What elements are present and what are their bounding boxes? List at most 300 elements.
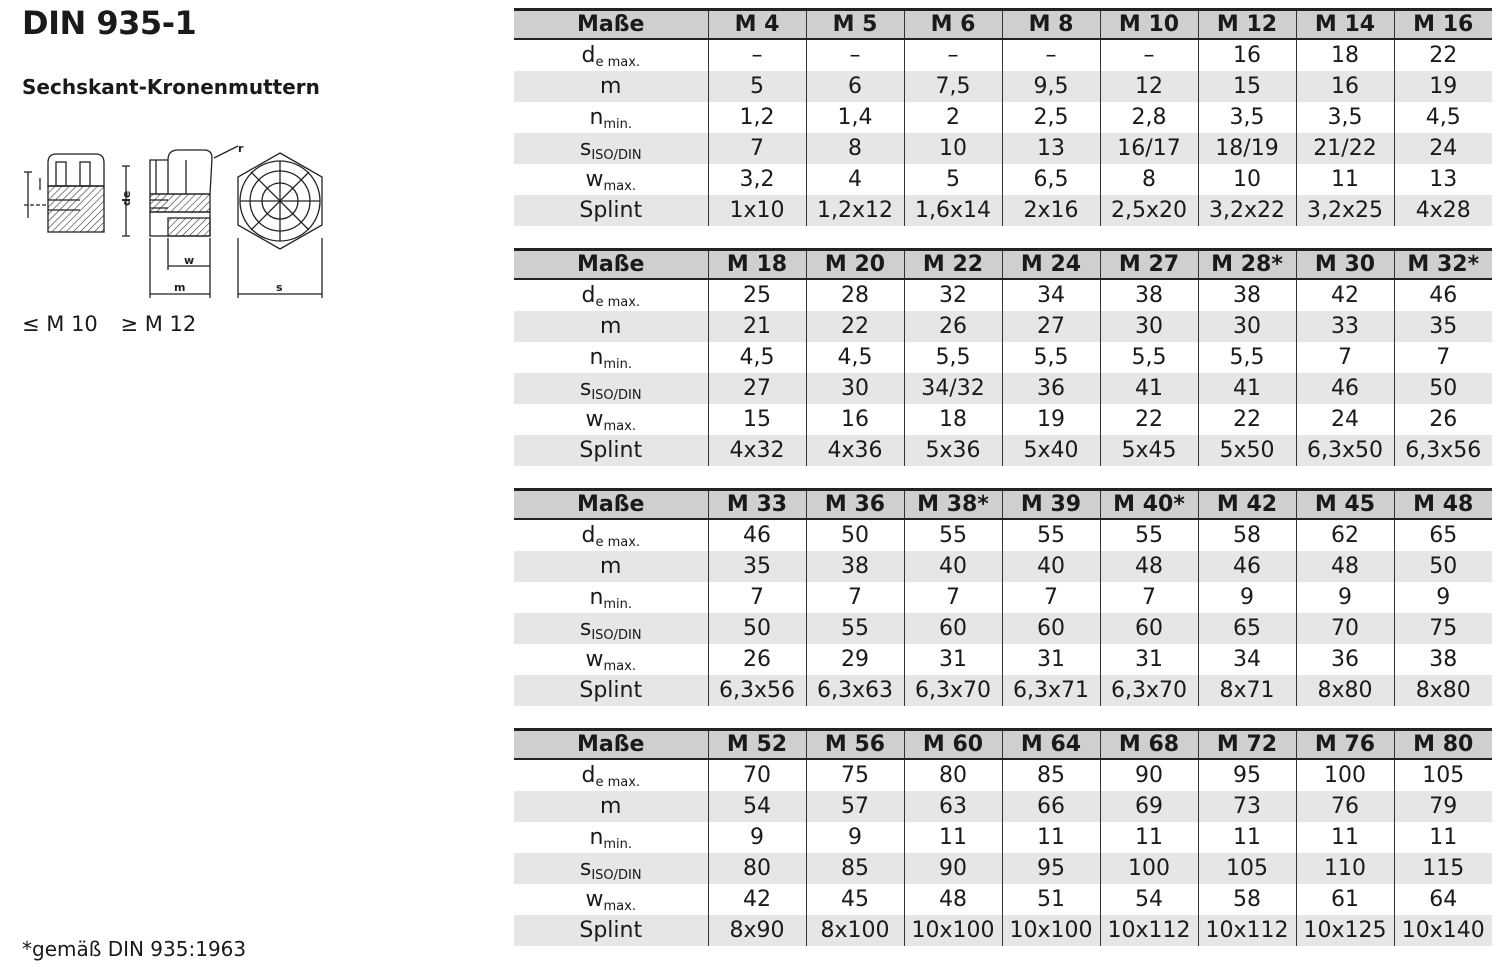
row-label: [514, 644, 708, 675]
table-cell: 80: [904, 759, 1002, 791]
table-cell: 4,5: [806, 342, 904, 373]
row-label-base: s: [579, 615, 592, 641]
table-cell: 11: [1394, 822, 1492, 853]
table-cell: 110: [1296, 853, 1394, 884]
table-row: [514, 164, 1492, 195]
table-cell: 46: [1394, 279, 1492, 311]
table-cell: 36: [1002, 373, 1100, 404]
table-row: [514, 71, 1492, 102]
table-cell: 16: [1198, 39, 1296, 71]
row-label-base: m: [600, 553, 622, 579]
table-row: [514, 311, 1492, 342]
table-cell: 24: [1296, 404, 1394, 435]
row-label: [514, 71, 708, 102]
table-cell: 46: [1296, 373, 1394, 404]
row-label-base: w: [585, 406, 604, 432]
table-cell: 57: [806, 791, 904, 822]
table-cell: 8x71: [1198, 675, 1296, 706]
table-row: [514, 759, 1492, 791]
table-cell: 7: [806, 582, 904, 613]
size-header: M 56: [806, 730, 904, 760]
table-cell: 5x40: [1002, 435, 1100, 466]
table-cell: 51: [1002, 884, 1100, 915]
dimension-table: [514, 728, 1492, 946]
table-cell: 11: [1296, 822, 1394, 853]
table-cell: 55: [904, 519, 1002, 551]
table-cell: 27: [708, 373, 806, 404]
table-row: [514, 582, 1492, 613]
table-cell: 38: [1100, 279, 1198, 311]
table-cell: 6,3x56: [1394, 435, 1492, 466]
row-label: [514, 133, 708, 164]
table-cell: 75: [1394, 613, 1492, 644]
table-row: [514, 102, 1492, 133]
table-cell: 42: [708, 884, 806, 915]
table-cell: 58: [1198, 884, 1296, 915]
table-cell: 1x10: [708, 195, 806, 226]
row-label-base: d: [581, 762, 596, 788]
table-cell: 16/17: [1100, 133, 1198, 164]
table-row: [514, 915, 1492, 946]
table-cell: 33: [1296, 311, 1394, 342]
table-cell: 6,3x70: [1100, 675, 1198, 706]
row-label-subscript: ISO/DIN: [591, 627, 642, 643]
size-header: M 42: [1198, 490, 1296, 520]
table-cell: 58: [1198, 519, 1296, 551]
table-cell: 38: [806, 551, 904, 582]
table-cell: 38: [1198, 279, 1296, 311]
table-cell: 7,5: [904, 71, 1002, 102]
table-cell: 11: [1296, 164, 1394, 195]
row-label-base: s: [579, 375, 592, 401]
table-cell: 100: [1296, 759, 1394, 791]
size-header: M 72: [1198, 730, 1296, 760]
table-cell: 7: [1394, 342, 1492, 373]
table-cell: 10x112: [1100, 915, 1198, 946]
table-cell: 46: [1198, 551, 1296, 582]
dim-label-m: m: [174, 281, 186, 294]
row-label: [514, 311, 708, 342]
row-label-base: d: [581, 522, 596, 548]
table-cell: 2: [904, 102, 1002, 133]
size-header: M 36: [806, 490, 904, 520]
table-cell: 32: [904, 279, 1002, 311]
table-cell: 7: [1002, 582, 1100, 613]
table-cell: 26: [1394, 404, 1492, 435]
table-cell: 1,2x12: [806, 195, 904, 226]
table-cell: 3,2x25: [1296, 195, 1394, 226]
table-cell: 6,3x71: [1002, 675, 1100, 706]
table-cell: 18: [904, 404, 1002, 435]
size-header: M 16: [1394, 10, 1492, 40]
table-cell: –: [806, 39, 904, 71]
size-range-small: ≤ M 10: [22, 312, 98, 336]
castle-nut-technical-drawing: [18, 138, 338, 308]
row-label-base: m: [600, 793, 622, 819]
row-label-subscript: max.: [603, 898, 636, 914]
table-row: [514, 39, 1492, 71]
table-cell: 11: [1100, 822, 1198, 853]
table-cell: 8x80: [1394, 675, 1492, 706]
table-cell: 5: [904, 164, 1002, 195]
document-subtitle: Sechskant-Kronenmuttern: [22, 75, 320, 99]
table-cell: 85: [806, 853, 904, 884]
size-header: M 18: [708, 250, 806, 280]
table-cell: 22: [1394, 39, 1492, 71]
table-cell: 90: [904, 853, 1002, 884]
row-label-subscript: e max.: [595, 54, 641, 70]
table-cell: 46: [708, 519, 806, 551]
table-cell: 5x50: [1198, 435, 1296, 466]
row-label-subscript: max.: [603, 178, 636, 194]
table-row: [514, 884, 1492, 915]
table-cell: 8x100: [806, 915, 904, 946]
table-cell: 11: [1198, 822, 1296, 853]
table-cell: 55: [1100, 519, 1198, 551]
table-cell: 55: [806, 613, 904, 644]
table-cell: 62: [1296, 519, 1394, 551]
table-row: [514, 373, 1492, 404]
table-row: [514, 342, 1492, 373]
table-cell: 80: [708, 853, 806, 884]
table-cell: 8x90: [708, 915, 806, 946]
table-cell: –: [904, 39, 1002, 71]
row-label-base: Splint: [579, 917, 643, 943]
table-cell: 3,5: [1296, 102, 1394, 133]
table-cell: 15: [1198, 71, 1296, 102]
table-cell: 8x80: [1296, 675, 1394, 706]
table-cell: 26: [904, 311, 1002, 342]
table-cell: 10x140: [1394, 915, 1492, 946]
row-label-base: w: [585, 886, 604, 912]
table-cell: 41: [1198, 373, 1296, 404]
size-header: M 6: [904, 10, 1002, 40]
table-cell: 1,6x14: [904, 195, 1002, 226]
row-label-base: d: [581, 282, 596, 308]
size-range-large: ≥ M 12: [120, 312, 197, 336]
table-cell: 21/22: [1296, 133, 1394, 164]
header-label: Maße: [514, 490, 708, 520]
row-label-subscript: ISO/DIN: [591, 867, 642, 883]
row-label: [514, 551, 708, 582]
table-cell: 60: [1100, 613, 1198, 644]
table-cell: 64: [1394, 884, 1492, 915]
size-header: M 32*: [1394, 250, 1492, 280]
table-cell: 12: [1100, 71, 1198, 102]
size-header: M 5: [806, 10, 904, 40]
size-header: M 38*: [904, 490, 1002, 520]
header-label: Maße: [514, 730, 708, 760]
size-header: M 20: [806, 250, 904, 280]
table-cell: 8: [806, 133, 904, 164]
size-header: M 33: [708, 490, 806, 520]
size-header: M 12: [1198, 10, 1296, 40]
header-label: Maße: [514, 250, 708, 280]
dimension-tables: [514, 8, 1492, 946]
header-label: Maße: [514, 10, 708, 40]
size-header: M 45: [1296, 490, 1394, 520]
dimension-table: [514, 248, 1492, 466]
table-cell: 5x36: [904, 435, 1002, 466]
table-cell: 65: [1394, 519, 1492, 551]
row-label: [514, 279, 708, 311]
table-cell: 63: [904, 791, 1002, 822]
row-label: [514, 39, 708, 71]
table-cell: 10: [1198, 164, 1296, 195]
table-cell: 35: [708, 551, 806, 582]
row-label-base: Splint: [579, 437, 643, 463]
table-row: [514, 822, 1492, 853]
table-cell: 5: [708, 71, 806, 102]
size-header: M 52: [708, 730, 806, 760]
table-cell: 50: [1394, 551, 1492, 582]
table-cell: 10x112: [1198, 915, 1296, 946]
table-cell: 5,5: [904, 342, 1002, 373]
table-cell: 30: [806, 373, 904, 404]
row-label: [514, 613, 708, 644]
table-cell: 60: [1002, 613, 1100, 644]
size-header: M 4: [708, 10, 806, 40]
row-label: [514, 164, 708, 195]
table-cell: 15: [708, 404, 806, 435]
table-cell: 10x100: [1002, 915, 1100, 946]
table-cell: 1,4: [806, 102, 904, 133]
table-cell: 31: [1100, 644, 1198, 675]
table-cell: 95: [1198, 759, 1296, 791]
table-cell: 13: [1394, 164, 1492, 195]
table-cell: 34/32: [904, 373, 1002, 404]
table-cell: 50: [708, 613, 806, 644]
table-cell: 66: [1002, 791, 1100, 822]
row-label-subscript: min.: [603, 356, 633, 372]
table-cell: 50: [806, 519, 904, 551]
row-label-subscript: e max.: [595, 294, 641, 310]
table-cell: –: [708, 39, 806, 71]
table-cell: 9,5: [1002, 71, 1100, 102]
table-row: [514, 519, 1492, 551]
table-cell: 61: [1296, 884, 1394, 915]
table-row: [514, 133, 1492, 164]
document-title: DIN 935-1: [22, 4, 197, 42]
table-cell: 69: [1100, 791, 1198, 822]
row-label-base: m: [600, 73, 622, 99]
table-cell: 75: [806, 759, 904, 791]
table-cell: 6,3x50: [1296, 435, 1394, 466]
table-cell: 34: [1198, 644, 1296, 675]
size-header: M 39: [1002, 490, 1100, 520]
table-cell: 7: [708, 582, 806, 613]
table-cell: 19: [1394, 71, 1492, 102]
size-header: M 80: [1394, 730, 1492, 760]
row-label: [514, 915, 708, 946]
size-header: M 10: [1100, 10, 1198, 40]
table-cell: 26: [708, 644, 806, 675]
table-cell: 90: [1100, 759, 1198, 791]
table-cell: 76: [1296, 791, 1394, 822]
row-label: [514, 759, 708, 791]
table-cell: 10x100: [904, 915, 1002, 946]
table-cell: 10: [904, 133, 1002, 164]
row-label-subscript: max.: [603, 418, 636, 434]
dim-label-r: r: [238, 142, 244, 155]
table-header-row: [514, 250, 1492, 280]
table-cell: 2x16: [1002, 195, 1100, 226]
table-cell: 25: [708, 279, 806, 311]
row-label: [514, 435, 708, 466]
table-cell: 7: [904, 582, 1002, 613]
table-cell: 4x28: [1394, 195, 1492, 226]
table-cell: 9: [1394, 582, 1492, 613]
table-cell: 48: [904, 884, 1002, 915]
table-cell: 7: [1100, 582, 1198, 613]
row-label-base: d: [581, 42, 596, 68]
row-label: [514, 519, 708, 551]
row-label-subscript: ISO/DIN: [591, 147, 642, 163]
table-cell: 8: [1100, 164, 1198, 195]
table-cell: 70: [708, 759, 806, 791]
row-label: [514, 582, 708, 613]
table-cell: 22: [806, 311, 904, 342]
row-label-subscript: min.: [603, 596, 633, 612]
table-cell: –: [1002, 39, 1100, 71]
table-cell: 31: [1002, 644, 1100, 675]
table-cell: 79: [1394, 791, 1492, 822]
row-label-base: n: [589, 824, 604, 850]
table-cell: 48: [1100, 551, 1198, 582]
table-cell: 6,5: [1002, 164, 1100, 195]
table-cell: 5,5: [1002, 342, 1100, 373]
dimension-table: [514, 8, 1492, 226]
table-cell: 3,2x22: [1198, 195, 1296, 226]
size-header: M 30: [1296, 250, 1394, 280]
row-label: [514, 373, 708, 404]
table-cell: 9: [1198, 582, 1296, 613]
size-header: M 68: [1100, 730, 1198, 760]
table-cell: 11: [1002, 822, 1100, 853]
table-cell: 40: [904, 551, 1002, 582]
row-label-subscript: max.: [603, 658, 636, 674]
dim-label-s: s: [276, 281, 283, 294]
table-cell: 4,5: [1394, 102, 1492, 133]
table-cell: 3,2: [708, 164, 806, 195]
table-cell: 5x45: [1100, 435, 1198, 466]
small-nut-side-view: [24, 154, 104, 232]
table-row: [514, 675, 1492, 706]
row-label-subscript: e max.: [595, 774, 641, 790]
table-cell: 16: [806, 404, 904, 435]
table-cell: 105: [1394, 759, 1492, 791]
table-cell: 73: [1198, 791, 1296, 822]
table-cell: 115: [1394, 853, 1492, 884]
table-cell: 31: [904, 644, 1002, 675]
table-cell: 41: [1100, 373, 1198, 404]
row-label: [514, 404, 708, 435]
row-label: [514, 822, 708, 853]
table-cell: 2,5: [1002, 102, 1100, 133]
row-label: [514, 102, 708, 133]
row-label: [514, 884, 708, 915]
table-cell: 9: [1296, 582, 1394, 613]
table-cell: 27: [1002, 311, 1100, 342]
size-header: M 22: [904, 250, 1002, 280]
table-cell: 50: [1394, 373, 1492, 404]
table-header-row: [514, 730, 1492, 760]
nut-top-view: [238, 153, 322, 298]
table-cell: 9: [806, 822, 904, 853]
table-cell: 65: [1198, 613, 1296, 644]
row-label-subscript: min.: [603, 836, 633, 852]
table-cell: 55: [1002, 519, 1100, 551]
row-label-base: n: [589, 104, 604, 130]
row-label-base: w: [585, 646, 604, 672]
table-row: [514, 404, 1492, 435]
row-label-subscript: e max.: [595, 534, 641, 550]
row-label: [514, 791, 708, 822]
footnote: *gemäß DIN 935:1963: [22, 937, 247, 961]
table-cell: 7: [708, 133, 806, 164]
size-header: M 24: [1002, 250, 1100, 280]
row-label-base: Splint: [579, 677, 643, 703]
size-header: M 76: [1296, 730, 1394, 760]
table-cell: 30: [1198, 311, 1296, 342]
table-cell: 30: [1100, 311, 1198, 342]
table-cell: 10x125: [1296, 915, 1394, 946]
table-cell: 21: [708, 311, 806, 342]
table-cell: 13: [1002, 133, 1100, 164]
table-cell: 36: [1296, 644, 1394, 675]
table-cell: 11: [904, 822, 1002, 853]
table-cell: 105: [1198, 853, 1296, 884]
table-cell: 29: [806, 644, 904, 675]
table-cell: –: [1100, 39, 1198, 71]
table-row: [514, 644, 1492, 675]
size-header: M 14: [1296, 10, 1394, 40]
table-cell: 18/19: [1198, 133, 1296, 164]
table-cell: 5,5: [1198, 342, 1296, 373]
table-cell: 28: [806, 279, 904, 311]
size-header: M 60: [904, 730, 1002, 760]
dim-label-de: de: [120, 190, 133, 206]
table-cell: 1,2: [708, 102, 806, 133]
size-header: M 64: [1002, 730, 1100, 760]
size-header: M 40*: [1100, 490, 1198, 520]
row-label-subscript: min.: [603, 116, 633, 132]
table-cell: 42: [1296, 279, 1394, 311]
table-cell: 22: [1198, 404, 1296, 435]
table-header-row: [514, 10, 1492, 40]
table-cell: 4,5: [708, 342, 806, 373]
table-cell: 70: [1296, 613, 1394, 644]
row-label-subscript: ISO/DIN: [591, 387, 642, 403]
row-label: [514, 675, 708, 706]
row-label: [514, 195, 708, 226]
table-cell: 60: [904, 613, 1002, 644]
table-row: [514, 853, 1492, 884]
table-row: [514, 791, 1492, 822]
size-header: M 48: [1394, 490, 1492, 520]
size-header: M 28*: [1198, 250, 1296, 280]
table-cell: 40: [1002, 551, 1100, 582]
dim-label-w: w: [184, 254, 195, 267]
row-label-base: n: [589, 584, 604, 610]
table-row: [514, 551, 1492, 582]
dimension-table: [514, 488, 1492, 706]
table-cell: 4x32: [708, 435, 806, 466]
table-cell: 16: [1296, 71, 1394, 102]
table-cell: 95: [1002, 853, 1100, 884]
table-cell: 100: [1100, 853, 1198, 884]
size-header: M 27: [1100, 250, 1198, 280]
